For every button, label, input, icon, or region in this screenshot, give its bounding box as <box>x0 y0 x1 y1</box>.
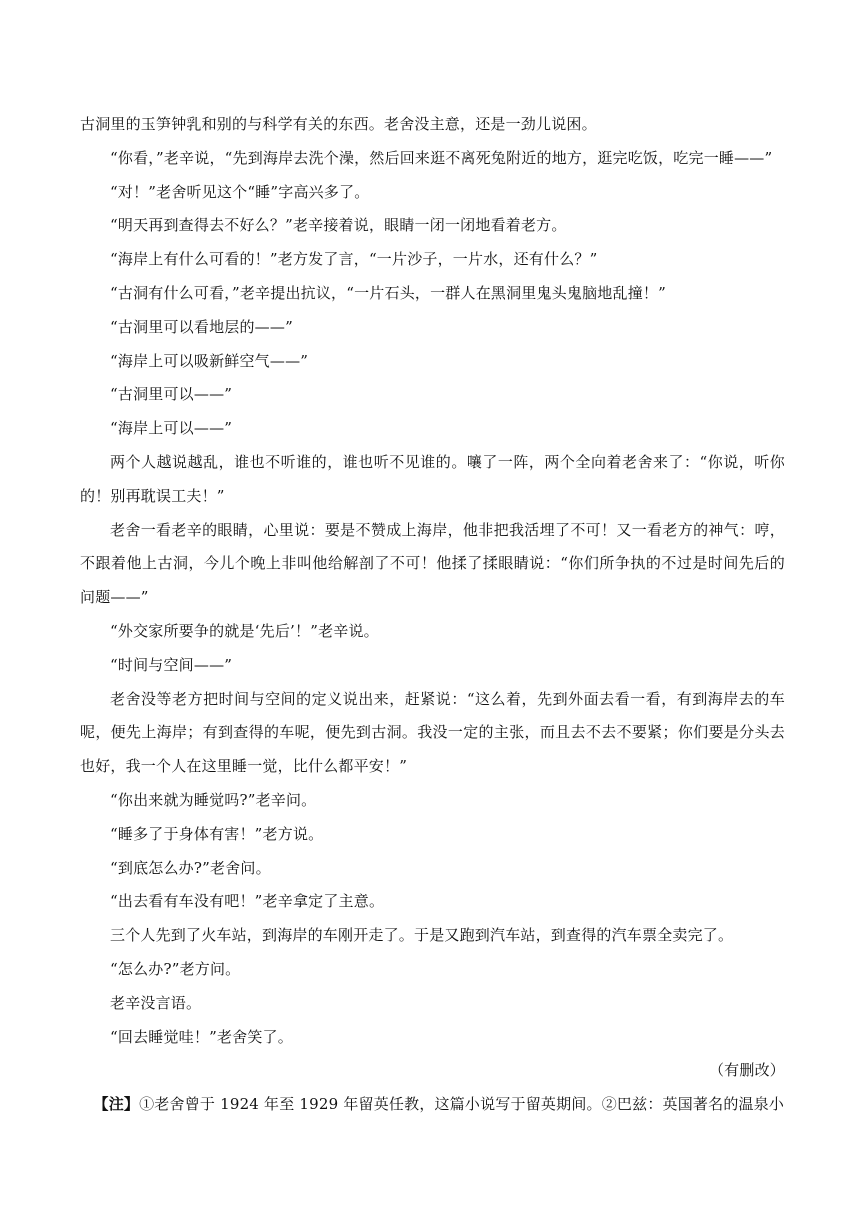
paragraph: “你看，”老辛说，“先到海岸去洗个澡，然后回来逛不离死兔附近的地方，逛完吃饭，吃完一睡——” <box>110 148 773 167</box>
paragraph: 老舍一看老辛的眼睛，心里说：要是不赞成上海岸，他非把我活埋了不可！又一看老方的神气：哼，不跟着他上古洞，今儿个晚上非叫他给解剖了不可！他揉了揉眼睛说：“你们所争执的不过是时间先后的问题——” <box>80 520 785 607</box>
paragraph: “海岸上可以吸新鲜空气——” <box>110 351 309 370</box>
paragraph: “对！”老舍听见这个“睡”字高兴多了。 <box>110 182 370 201</box>
paragraph: 两个人越说越乱，谁也不听谁的，谁也听不见谁的。嚷了一阵，两个全向着老舍来了：“你说，听你的！别再耽误工夫！” <box>80 452 785 505</box>
paragraph: 三个人先到了火车站，到海岸的车刚开走了。于是又跑到汽车站，到查得的汽车票全卖完了。 <box>110 926 734 945</box>
article-body <box>80 108 785 1122</box>
footnote-text: ①老舍曾于 1924 年至 1929 年留英任教，这篇小说写于留英期间。②巴兹：英国著名的温泉小 <box>139 1095 785 1114</box>
paragraph: “你出来就为睡觉吗?”老辛问。 <box>110 790 317 809</box>
paragraph: “海岸上有什么可看的！”老方发了言，“一片沙子，一片水，还有什么？” <box>110 250 598 269</box>
paragraph: “时间与空间——” <box>110 655 233 674</box>
paragraph: “海岸上可以——” <box>110 419 233 438</box>
source-note: （有删改） <box>708 1061 785 1080</box>
paragraph: 老辛没言语。 <box>110 993 202 1012</box>
footnote <box>80 1088 785 1122</box>
paragraph: “外交家所要争的就是‘先后’！”老辛说。 <box>110 621 379 640</box>
paragraph: “睡多了于身体有害！”老方说。 <box>110 824 324 843</box>
paragraph: “明天再到查得去不好么？”老辛接着说，眼睛一闭一闭地看着老方。 <box>110 216 567 235</box>
paragraph: 老舍没等老方把时间与空间的定义说出来，赶紧说：“这么着，先到外面去看一看，有到海岸去的车呢，便先上海岸；有到查得的车呢，便先到古洞。我没一定的主张，而且去不去不要紧；你们要是分头去也好，我一个人在这里睡一觉，比什么都平安！” <box>80 689 785 776</box>
footnote-marker: 【注】 <box>93 1095 140 1114</box>
paragraph: “怎么办?”老方问。 <box>110 959 241 978</box>
paragraph: “回去睡觉哇！”老舍笑了。 <box>110 1027 293 1046</box>
paragraph: “到底怎么办?”老舍问。 <box>110 858 271 877</box>
paragraph: “古洞里可以——” <box>110 385 233 404</box>
paragraph: “出去看有车没有吧！”老辛拿定了主意。 <box>110 892 385 911</box>
paragraph: “古洞有什么可看，”老辛提出抗议，“一片石头，一群人在黑洞里鬼头鬼脑地乱撞！” <box>110 283 666 302</box>
paragraph: “古洞里可以看地层的——” <box>110 317 293 336</box>
paragraph: 古洞里的玉笋钟乳和别的与科学有关的东西。老舍没主意，还是一劲儿说困。 <box>80 115 597 133</box>
